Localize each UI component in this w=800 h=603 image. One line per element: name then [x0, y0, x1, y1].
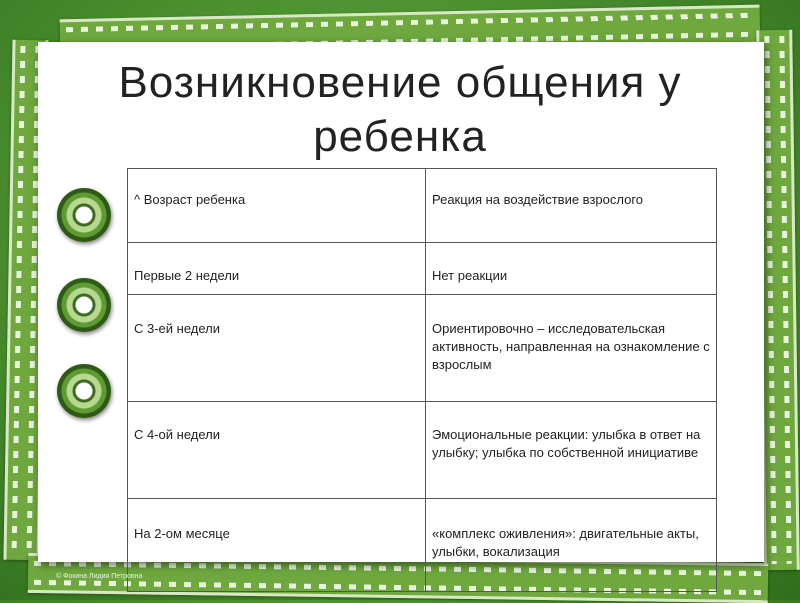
- table-header-cell: Реакция на воздействие взрослого: [426, 169, 717, 243]
- table-row: [128, 402, 717, 499]
- table-cell: Ориентировочно – исследовательская активность, направленная на ознакомление с взрослым: [426, 295, 717, 402]
- footer-logo: © Фокина Лидия Петровна: [56, 573, 143, 580]
- table-row: [128, 295, 717, 402]
- slide-title-line1: Возникновение общения у: [118, 58, 682, 107]
- ring-bullet-icon: [57, 278, 111, 332]
- ring-bullet-icon: [57, 188, 111, 242]
- table-cell: На 2-ом месяце: [128, 499, 426, 592]
- slide-title-line2: ребенка: [313, 112, 487, 161]
- table-header-cell: ^ Возраст ребенка: [128, 169, 426, 243]
- table-cell: С 3-ей недели: [128, 295, 426, 402]
- table-cell: Эмоциональные реакции: улыбка в ответ на улыбку; улыбка по собственной инициативе: [426, 402, 717, 499]
- ring-bullet-icon: [57, 364, 111, 418]
- table-row: [128, 243, 717, 295]
- table-cell: С 4-ой недели: [128, 402, 426, 499]
- table-cell: Первые 2 недели: [128, 243, 426, 295]
- table-header-row: [128, 169, 717, 243]
- table-row: [128, 499, 717, 592]
- age-reaction-table: [127, 168, 717, 592]
- table-cell: Нет реакции: [426, 243, 717, 295]
- table-cell: «комплекс оживления»: двигательные акты, улыбки, вокализация: [426, 499, 717, 592]
